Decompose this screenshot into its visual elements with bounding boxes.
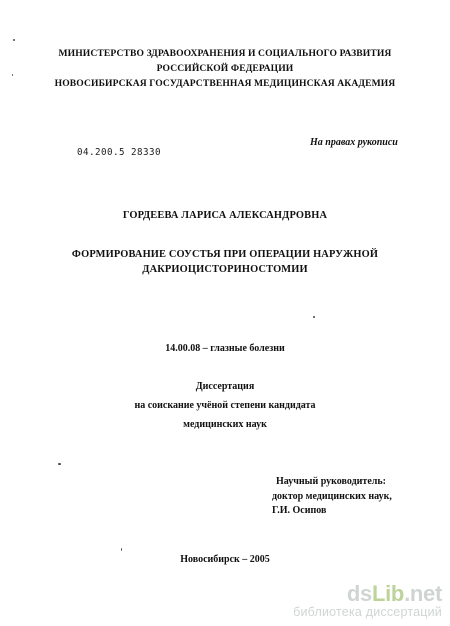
supervisor-degree: доктор медицинских наук, bbox=[272, 491, 392, 502]
library-stamp-number: 04.200.5 28330 bbox=[77, 147, 161, 158]
ministry-line-2: РОССИЙСКОЙ ФЕДЕРАЦИИ bbox=[156, 63, 294, 74]
degree-field: медицинских наук bbox=[183, 419, 267, 430]
dslib-logo bbox=[293, 583, 442, 605]
supervisor-name: Г.И. Осипов bbox=[272, 505, 327, 516]
manuscript-rights-note: На правах рукописи bbox=[310, 137, 398, 148]
scan-speck bbox=[58, 463, 61, 465]
dslib-subtitle: библиотека диссертаций bbox=[293, 605, 442, 619]
degree-purpose: на соискание учёной степени кандидата bbox=[134, 400, 316, 411]
scan-speck bbox=[12, 74, 13, 76]
dissertation-label: Диссертация bbox=[195, 381, 255, 392]
dissertation-title-line-2: ДАКРИОЦИСТОРИНОСТОМИИ bbox=[142, 264, 308, 275]
place-and-year: Новосибирск – 2005 bbox=[180, 554, 270, 565]
scan-speck bbox=[313, 316, 315, 318]
dissertation-title-line-1: ФОРМИРОВАНИЕ СОУСТЬЯ ПРИ ОПЕРАЦИИ НАРУЖНОЙ bbox=[71, 249, 379, 260]
scan-speck bbox=[13, 39, 15, 41]
ministry-line-1: МИНИСТЕРСТВО ЗДРАВООХРАНЕНИЯ И СОЦИАЛЬНОГО РАЗВИТИЯ bbox=[58, 48, 392, 59]
logo-lib: Lib bbox=[371, 581, 405, 606]
specialty-code: 14.00.08 – глазные болезни bbox=[165, 343, 285, 354]
dslib-watermark bbox=[293, 583, 442, 620]
logo-ds: ds bbox=[346, 581, 372, 606]
supervisor-heading: Научный руководитель: bbox=[276, 476, 386, 487]
scan-speck bbox=[121, 548, 122, 551]
ministry-line-3: НОВОСИБИРСКАЯ ГОСУДАРСТВЕННАЯ МЕДИЦИНСКАЯ АКАДЕМИЯ bbox=[54, 78, 396, 89]
author-name: ГОРДЕЕВА ЛАРИСА АЛЕКСАНДРОВНА bbox=[122, 210, 328, 221]
logo-net: .net bbox=[404, 581, 442, 606]
